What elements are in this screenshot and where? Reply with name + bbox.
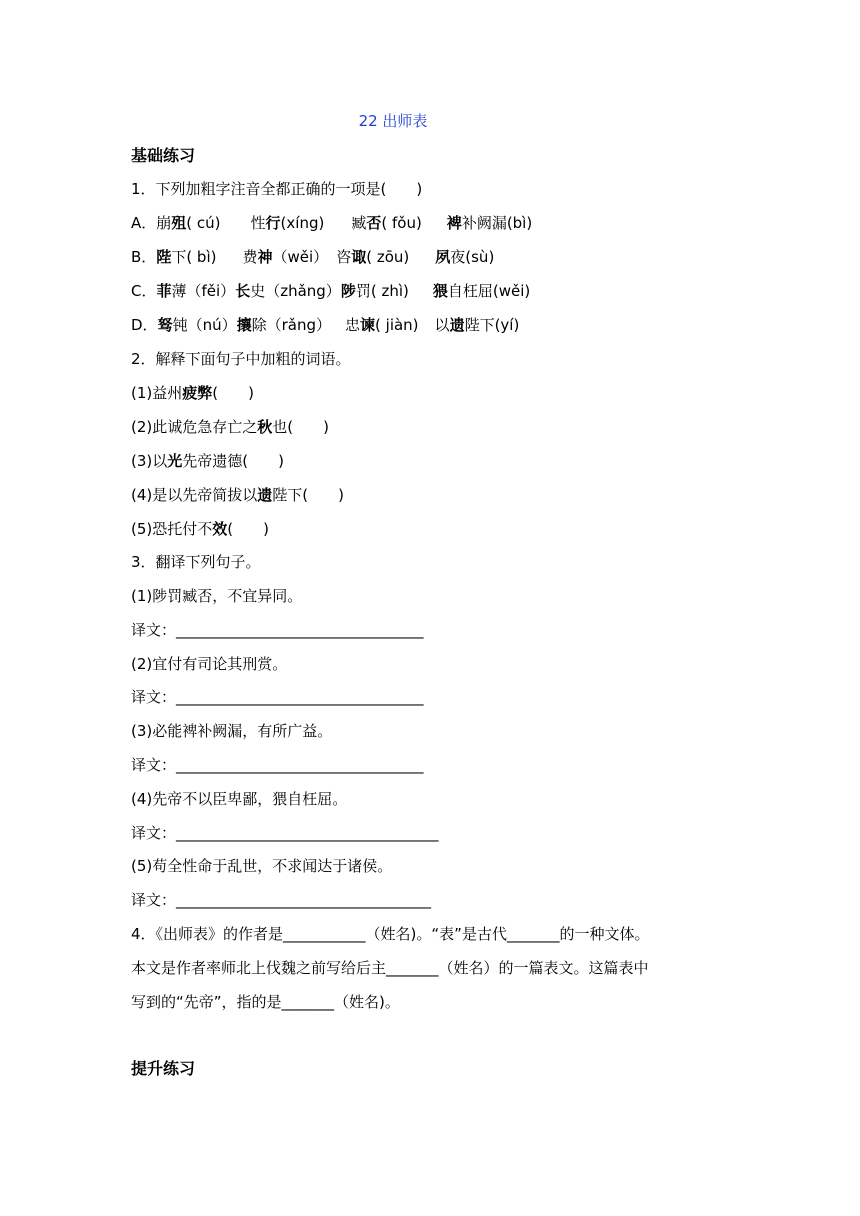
q3-sentence-3: (3)必能裨补阙漏，有所广益。 bbox=[131, 722, 333, 740]
q3-stem: 3．翻译下列句子。 bbox=[131, 553, 261, 571]
q4-line-2: 本文是作者率师北上伐魏之前写给后主_______（姓名）的一篇表文。这篇表中 bbox=[131, 959, 649, 977]
q3-sentence-2: (2)宜付有司论其刑赏。 bbox=[131, 655, 288, 673]
q2-item-2: (2)此诚危急存亡之秋也( ) bbox=[131, 418, 329, 436]
answer-blank[interactable]: _________________________________ bbox=[176, 756, 424, 774]
q2-item-1: (1)益州疲弊( ) bbox=[131, 384, 254, 402]
q3-sentence-4: (4)先帝不以臣卑鄙，猥自枉屈。 bbox=[131, 790, 348, 808]
answer-blank[interactable]: _________________________________ bbox=[176, 688, 424, 706]
q1-option-d: D．驽钝（nú）攘除（rǎng） 忠谏( jiàn) 以遗陛下(yí) bbox=[131, 316, 520, 334]
answer-blank[interactable]: _________________________________ bbox=[176, 621, 424, 639]
q1-stem: 1．下列加粗字注音全都正确的一项是( ) bbox=[131, 180, 423, 198]
q3-sentence-1: (1)陟罚臧否，不宜异同。 bbox=[131, 587, 303, 605]
q2-item-3: (3)以光先帝遗德( ) bbox=[131, 452, 284, 470]
q4-line-1: 4．《出师表》的作者是___________（姓名)。“表”是古代_______的一种文体。 bbox=[131, 925, 650, 943]
q3-answer-1: 译文：_________________________________ bbox=[131, 621, 424, 639]
q3-answer-4: 译文：___________________________________ bbox=[131, 824, 439, 842]
q2-item-5: (5)恐托付不效( ) bbox=[131, 520, 269, 538]
q1-option-b: B．陛下( bì) 费神（wěi） 咨诹( zōu) 夙夜(sù) bbox=[131, 248, 495, 266]
q1-option-a: A．崩殂( cú) 性行(xíng) 臧否( fǒu) 裨补阙漏(bì) bbox=[131, 214, 533, 232]
q4-line-3: 写到的“先帝”，指的是_______（姓名)。 bbox=[131, 993, 400, 1011]
q3-answer-5: 译文：__________________________________ bbox=[131, 891, 432, 909]
q1-option-c: C．菲薄（fěi）长史（zhǎng）陟罚( zhì) 猥自枉屈(wěi) bbox=[131, 282, 531, 300]
section-heading-basic: 基础练习 bbox=[131, 146, 196, 165]
page-title: 22 出师表 bbox=[358, 112, 428, 130]
q2-stem: 2．解释下面句子中加粗的词语。 bbox=[131, 350, 351, 368]
answer-blank[interactable]: ___________________________________ bbox=[176, 824, 439, 842]
q2-item-4: (4)是以先帝简拔以遗陛下( ) bbox=[131, 486, 344, 504]
q3-answer-3: 译文：_________________________________ bbox=[131, 756, 424, 774]
section-heading-advanced: 提升练习 bbox=[131, 1059, 196, 1078]
q3-answer-2: 译文：_________________________________ bbox=[131, 688, 424, 706]
q3-sentence-5: (5)苟全性命于乱世，不求闻达于诸侯。 bbox=[131, 857, 393, 875]
answer-blank[interactable]: __________________________________ bbox=[176, 891, 432, 909]
